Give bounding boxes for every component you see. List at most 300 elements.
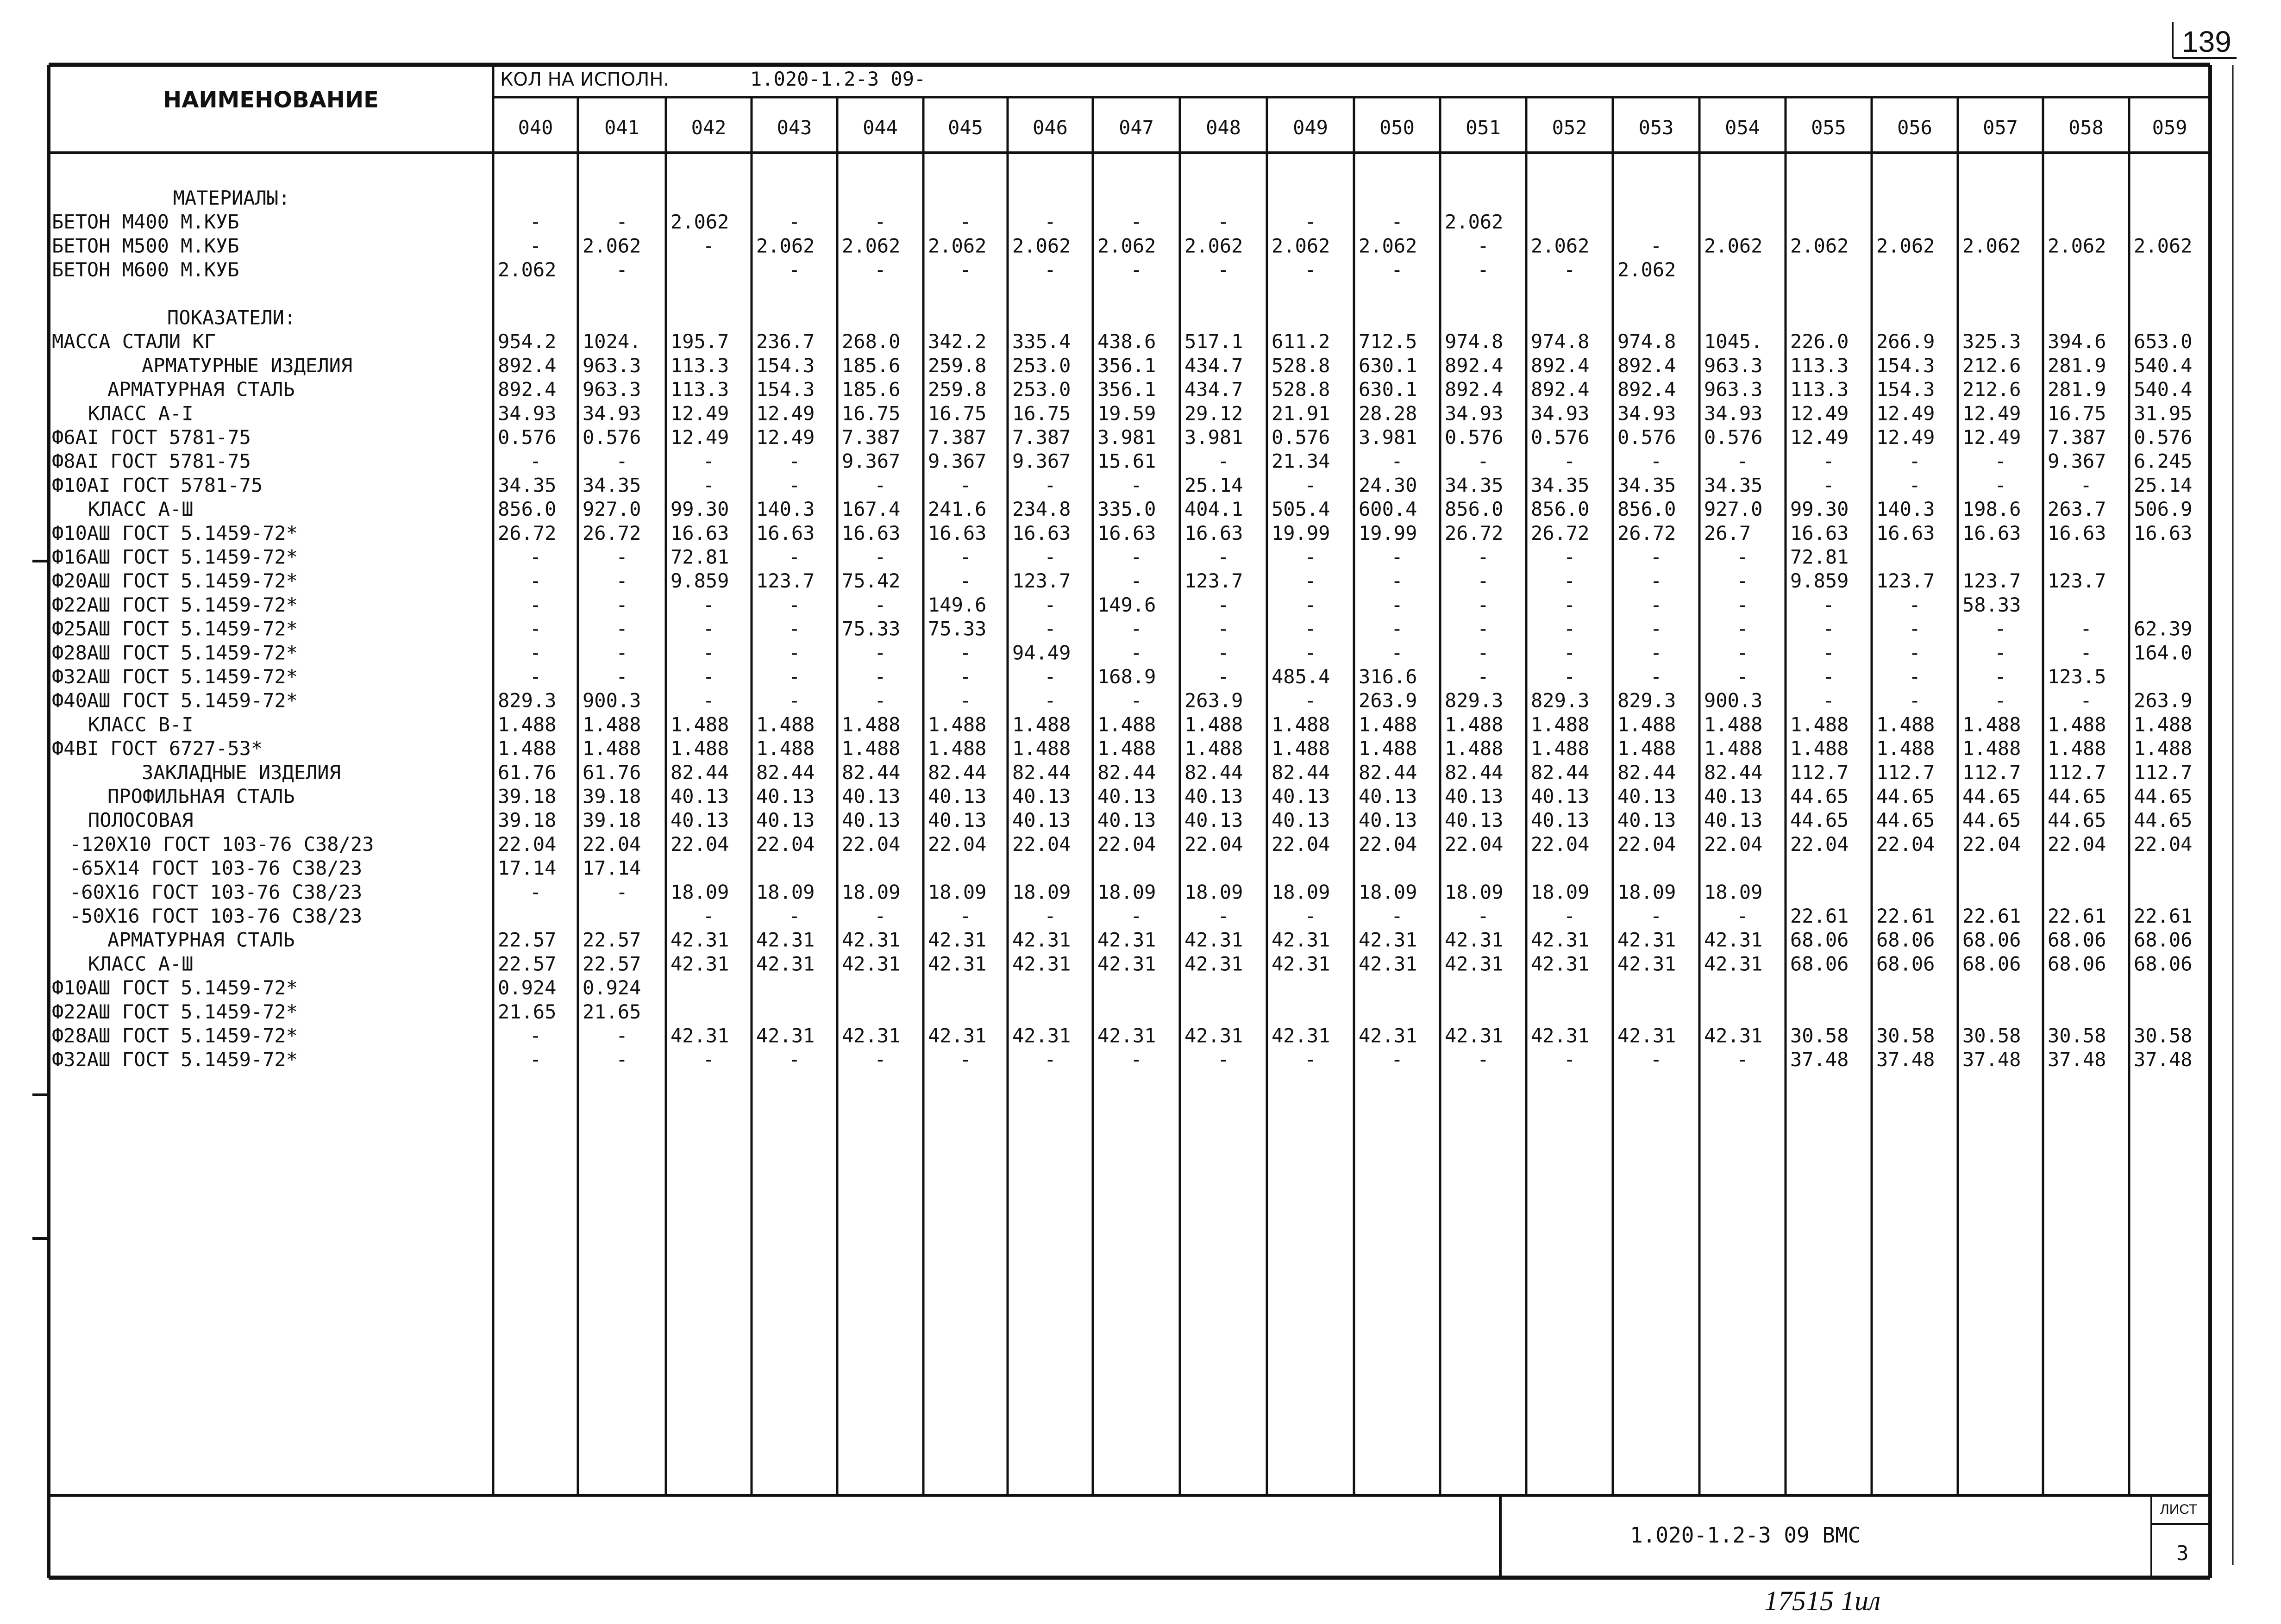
table-cell: 7.387 [2048, 426, 2106, 449]
table-cell: 22.04 [928, 832, 987, 856]
table-cell: - [1217, 665, 1229, 688]
table-cell: 99.30 [671, 498, 729, 521]
table-cell: 154.3 [1876, 354, 1935, 377]
table-cell: 42.31 [1272, 952, 1330, 975]
table-cell: 900.3 [1704, 689, 1763, 712]
table-cell: 39.18 [498, 809, 557, 832]
table-cell: - [874, 210, 886, 233]
table-cell: 3.981 [1359, 426, 1417, 449]
table-cell: - [1217, 545, 1229, 568]
table-cell: - [959, 210, 971, 233]
table-cell: - [702, 593, 715, 616]
table-cell: - [874, 258, 886, 281]
column-number-045: 045 [948, 116, 983, 139]
table-cell: - [529, 641, 542, 664]
table-cell: - [1217, 905, 1229, 927]
table-cell: 856.0 [498, 498, 557, 521]
table-cell: - [529, 881, 542, 904]
table-cell: - [529, 234, 542, 257]
table-cell: 2.062 [2134, 234, 2193, 257]
table-cell: - [959, 641, 971, 664]
column-number-055: 055 [1811, 116, 1846, 139]
table-cell: - [1217, 641, 1229, 664]
table-cell: 82.44 [756, 761, 815, 784]
table-cell: 22.04 [756, 832, 815, 856]
table-cell: 34.93 [1531, 402, 1590, 425]
table-cell: 892.4 [1445, 354, 1504, 377]
table-cell: 34.35 [1531, 474, 1590, 497]
row-label: БЕТОН М600 М.КУБ [52, 258, 239, 281]
column-number-051: 051 [1466, 116, 1501, 139]
table-cell: 16.63 [1962, 521, 2021, 544]
table-cell: 22.04 [1790, 832, 1849, 856]
table-cell: 40.13 [671, 809, 729, 832]
table-cell: 30.58 [2134, 1024, 2193, 1047]
table-cell: 26.72 [498, 521, 557, 544]
table-cell: - [959, 545, 971, 568]
table-cell: 18.09 [1359, 881, 1417, 904]
table-cell: 42.31 [1359, 952, 1417, 975]
table-cell: - [788, 450, 801, 473]
table-cell: 40.13 [1445, 809, 1504, 832]
table-cell: 1.488 [1445, 713, 1504, 736]
table-cell: - [529, 617, 542, 640]
table-cell: - [1736, 593, 1748, 616]
table-cell: - [1304, 258, 1316, 281]
row-label: Ф22АШ ГОСТ 5.1459-72* [52, 593, 298, 616]
table-cell: - [529, 450, 542, 473]
table-cell: - [1044, 545, 1056, 568]
table-cell: 18.09 [1531, 881, 1590, 904]
page-number-box [2173, 22, 2237, 58]
table-cell: 0.576 [498, 426, 557, 449]
table-cell: - [1823, 593, 1835, 616]
table-cell: 2.062 [756, 234, 815, 257]
table-cell: 113.3 [1790, 354, 1849, 377]
table-cell: 44.65 [2048, 809, 2106, 832]
table-cell: - [1477, 569, 1489, 593]
table-cell: 39.18 [498, 785, 557, 808]
table-cell: 12.49 [671, 402, 729, 425]
table-cell: 75.33 [928, 617, 987, 640]
table-cell: - [1217, 210, 1229, 233]
table-cell: - [702, 665, 715, 688]
table-cell: 34.93 [498, 402, 557, 425]
table-cell: 15.61 [1097, 450, 1156, 473]
table-cell: - [788, 210, 801, 233]
table-cell: 16.63 [756, 521, 815, 544]
table-cell: - [1477, 234, 1489, 257]
table-cell: 37.48 [2048, 1048, 2106, 1071]
table-cell: - [1304, 474, 1316, 497]
table-cell: 44.65 [1876, 809, 1935, 832]
table-cell: 42.31 [1012, 1024, 1071, 1047]
table-cell: - [1304, 545, 1316, 568]
table-cell: 26.72 [1531, 521, 1590, 544]
table-cell: 263.7 [2048, 498, 2106, 521]
table-cell: 16.63 [671, 521, 729, 544]
table-cell: - [1650, 569, 1662, 593]
table-cell: 394.6 [2048, 330, 2106, 353]
table-cell: 40.13 [1617, 785, 1676, 808]
table-cell: 68.06 [1790, 952, 1849, 975]
table-cell: 2.062 [1704, 234, 1763, 257]
table-cell: 263.9 [1359, 689, 1417, 712]
table-cell: - [1736, 1048, 1748, 1071]
table-cell: 892.4 [1617, 378, 1676, 401]
table-cell: 3.981 [1184, 426, 1243, 449]
table-cell: - [1477, 665, 1489, 688]
table-cell: - [1391, 450, 1403, 473]
table-cell: 1.488 [583, 713, 641, 736]
table-cell: 17.14 [583, 856, 641, 880]
row-label: ЗАКЛАДНЫЕ ИЗДЕЛИЯ [142, 761, 341, 784]
row-label: Ф10АШ ГОСТ 5.1459-72* [52, 976, 298, 999]
table-cell: - [1563, 665, 1576, 688]
table-cell: - [616, 665, 628, 688]
table-cell: 40.13 [1272, 809, 1330, 832]
table-cell: - [1130, 258, 1142, 281]
table-cell: 44.65 [1962, 809, 2021, 832]
document-code: 1.020-1.2-3 09 ВМС [1630, 1523, 1861, 1548]
table-cell: 16.63 [2048, 521, 2106, 544]
table-cell: - [702, 689, 715, 712]
table-cell: - [1823, 450, 1835, 473]
row-label: МАТЕРИАЛЫ: [173, 187, 290, 209]
table-cell: 954.2 [498, 330, 557, 353]
table-cell: 1.488 [1272, 713, 1330, 736]
table-cell: - [616, 258, 628, 281]
table-cell: 28.28 [1359, 402, 1417, 425]
table-cell: 528.8 [1272, 354, 1330, 377]
table-cell: 185.6 [842, 354, 901, 377]
table-cell: 113.3 [671, 378, 729, 401]
column-number-043: 043 [777, 116, 812, 139]
table-cell: - [529, 545, 542, 568]
table-cell: 12.49 [1876, 426, 1935, 449]
table-cell: - [788, 905, 801, 927]
table-cell: 16.63 [1790, 521, 1849, 544]
table-cell: 356.1 [1097, 378, 1156, 401]
table-cell: - [702, 641, 715, 664]
table-cell: 0.576 [1445, 426, 1504, 449]
table-cell: 12.49 [1962, 426, 2021, 449]
table-cell: 42.31 [1445, 928, 1504, 951]
table-cell: 528.8 [1272, 378, 1330, 401]
table-cell: 16.75 [2048, 402, 2106, 425]
table-cell: - [1823, 665, 1835, 688]
row-label: Ф40АШ ГОСТ 5.1459-72* [52, 689, 298, 712]
table-cell: - [874, 665, 886, 688]
table-cell: - [1217, 593, 1229, 616]
table-cell: 892.4 [1531, 378, 1590, 401]
table-cell: - [1044, 689, 1056, 712]
table-cell: 18.09 [1012, 881, 1071, 904]
table-cell: 18.09 [1184, 881, 1243, 904]
table-cell: - [1736, 545, 1748, 568]
row-label: ПОКАЗАТЕЛИ: [167, 306, 296, 329]
table-cell: 72.81 [671, 545, 729, 568]
row-label: КЛАСС А-Ш [88, 952, 194, 975]
table-cell: 154.3 [756, 354, 815, 377]
table-cell: 22.04 [1272, 832, 1330, 856]
table-cell: 149.6 [1097, 593, 1156, 616]
table-cell: 82.44 [1272, 761, 1330, 784]
table-cell: - [1130, 569, 1142, 593]
handwritten-note: 17515 1ил [1764, 1586, 1881, 1616]
table-cell: - [616, 450, 628, 473]
table-cell: 653.0 [2134, 330, 2193, 353]
table-cell: 0.576 [1531, 426, 1590, 449]
table-cell: 113.3 [1790, 378, 1849, 401]
table-cell: 37.48 [1790, 1048, 1849, 1071]
table-cell: 168.9 [1097, 665, 1156, 688]
table-cell: 22.04 [1876, 832, 1935, 856]
table-cell: - [1650, 593, 1662, 616]
table-cell: 7.387 [842, 426, 901, 449]
table-cell: - [1736, 641, 1748, 664]
table-cell: - [1994, 665, 2006, 688]
table-cell: 22.61 [2048, 905, 2106, 927]
table-cell: 892.4 [1531, 354, 1590, 377]
table-cell: 42.31 [671, 928, 729, 951]
table-cell: - [616, 569, 628, 593]
table-cell: - [959, 569, 971, 593]
table-cell: 25.14 [1184, 474, 1243, 497]
table-cell: - [874, 1048, 886, 1071]
table-cell: 17.14 [498, 856, 557, 880]
table-cell: 42.31 [1445, 952, 1504, 975]
table-cell: 9.367 [2048, 450, 2106, 473]
table-cell: 505.4 [1272, 498, 1330, 521]
table-cell: 40.13 [756, 809, 815, 832]
column-number-040: 040 [518, 116, 553, 139]
table-cell: 112.7 [1962, 761, 2021, 784]
row-label: АРМАТУРНАЯ СТАЛЬ [107, 928, 295, 951]
table-cell: - [874, 689, 886, 712]
table-cell: 40.13 [756, 785, 815, 808]
row-label: КЛАСС А-I [88, 402, 194, 425]
table-cell: 266.9 [1876, 330, 1935, 353]
table-cell: 7.387 [928, 426, 987, 449]
table-cell: 82.44 [1097, 761, 1156, 784]
table-cell: 22.61 [1962, 905, 2021, 927]
table-cell: 167.4 [842, 498, 901, 521]
table-cell: 44.65 [2134, 809, 2193, 832]
table-cell: 19.99 [1272, 521, 1330, 544]
table-cell: 253.0 [1012, 354, 1071, 377]
table-cell: - [1044, 617, 1056, 640]
table-cell: 438.6 [1097, 330, 1156, 353]
table-cell: 34.35 [583, 474, 641, 497]
table-cell: 42.31 [842, 928, 901, 951]
table-cell: 0.576 [1272, 426, 1330, 449]
table-cell: 40.13 [1531, 785, 1590, 808]
table-cell: 34.35 [1704, 474, 1763, 497]
table-cell: 42.31 [671, 952, 729, 975]
table-cell: 40.13 [842, 785, 901, 808]
table-cell: 927.0 [1704, 498, 1763, 521]
table-cell: 44.65 [1876, 785, 1935, 808]
table-cell: - [1650, 1048, 1662, 1071]
table-cell: 154.3 [1876, 378, 1935, 401]
table-cell: - [1304, 617, 1316, 640]
column-number-labels [518, 116, 2187, 139]
table-cell: - [702, 1048, 715, 1071]
table-cell: - [1994, 641, 2006, 664]
table-cell: 40.13 [1531, 809, 1590, 832]
table-cell: - [1563, 1048, 1576, 1071]
table-cell: - [1044, 210, 1056, 233]
name-column-header: НАИМЕНОВАНИЕ [163, 87, 379, 113]
table-cell: - [788, 593, 801, 616]
column-number-052: 052 [1552, 116, 1587, 139]
table-cell: 1.488 [1272, 737, 1330, 760]
table-cell: 37.48 [1962, 1048, 2021, 1071]
table-cell: - [1994, 689, 2006, 712]
table-cell: - [1130, 474, 1142, 497]
margin-ticks [32, 561, 49, 1238]
table-cell: 434.7 [1184, 354, 1243, 377]
table-cell: 31.95 [2134, 402, 2193, 425]
table-cell: 21.34 [1272, 450, 1330, 473]
table-cell: 540.4 [2134, 378, 2193, 401]
table-cell: - [788, 665, 801, 688]
table-cell: - [959, 258, 971, 281]
table-cell: 22.57 [498, 928, 557, 951]
row-label: Ф16АШ ГОСТ 5.1459-72* [52, 545, 298, 568]
table-cell: 2.062 [1531, 234, 1590, 257]
row-label: Ф8АI ГОСТ 5781-75 [52, 450, 251, 473]
table-cell: 22.04 [1097, 832, 1156, 856]
table-cell: 856.0 [1531, 498, 1590, 521]
table-cell: 30.58 [1790, 1024, 1849, 1047]
table-cell: 263.9 [1184, 689, 1243, 712]
column-number-053: 053 [1638, 116, 1674, 139]
table-cell: - [1304, 689, 1316, 712]
table-cell: - [1650, 665, 1662, 688]
table-cell: 22.04 [671, 832, 729, 856]
row-label: -60Х16 ГОСТ 103-76 С38/23 [69, 881, 363, 904]
kol-na-ispoln-label: КОЛ НА ИСПОЛН. [500, 69, 670, 90]
table-cell: 82.44 [1359, 761, 1417, 784]
table-cell: 16.75 [1012, 402, 1071, 425]
table-cell: - [616, 881, 628, 904]
table-cell: - [1994, 474, 2006, 497]
table-cell: - [702, 234, 715, 257]
row-label: Ф32АШ ГОСТ 5.1459-72* [52, 1048, 298, 1071]
table-cell: 342.2 [928, 330, 987, 353]
table-cell: - [1823, 641, 1835, 664]
table-cell: 927.0 [583, 498, 641, 521]
table-cell: 1.488 [583, 737, 641, 760]
table-cell: 236.7 [756, 330, 815, 353]
table-cell: 42.31 [1531, 952, 1590, 975]
table-cell: 1.488 [756, 713, 815, 736]
table-cell: 12.49 [756, 402, 815, 425]
column-number-057: 057 [1983, 116, 2018, 139]
table-cell: 1.488 [2134, 713, 2193, 736]
table-cell: 2.062 [928, 234, 987, 257]
table-cell: - [1130, 210, 1142, 233]
table-cell: 123.7 [1012, 569, 1071, 593]
table-cell: 1.488 [842, 713, 901, 736]
table-cell: - [959, 1048, 971, 1071]
table-cell: 335.4 [1012, 330, 1071, 353]
table-cell: - [1044, 593, 1056, 616]
table-cell: 829.3 [1531, 689, 1590, 712]
table-cell: 149.6 [928, 593, 987, 616]
table-cell: 540.4 [2134, 354, 2193, 377]
table-cell: - [1130, 689, 1142, 712]
table-cell: 22.61 [1876, 905, 1935, 927]
table-cell: - [1736, 450, 1748, 473]
table-cell: 892.4 [498, 378, 557, 401]
table-cell: 1.488 [1184, 713, 1243, 736]
table-cell: 2.062 [842, 234, 901, 257]
table-cell: 18.09 [1617, 881, 1676, 904]
table-cell: 44.65 [1790, 785, 1849, 808]
table-cell: 42.31 [1704, 952, 1763, 975]
table-cell: 0.576 [1704, 426, 1763, 449]
table-cell: 1.488 [671, 713, 729, 736]
table-cell: - [788, 258, 801, 281]
table-cell: 42.31 [1617, 952, 1676, 975]
table-cell: 42.31 [1531, 928, 1590, 951]
table-cell: - [616, 545, 628, 568]
column-number-049: 049 [1293, 116, 1328, 139]
table-cell: - [1304, 593, 1316, 616]
table-cell: - [1391, 1048, 1403, 1071]
column-number-047: 047 [1119, 116, 1154, 139]
table-cell: - [1909, 617, 1921, 640]
table-cell: 22.61 [2134, 905, 2193, 927]
table-cell: - [1044, 905, 1056, 927]
table-cell: 1.488 [1790, 737, 1849, 760]
table-cell: 316.6 [1359, 665, 1417, 688]
table-cell: 1.488 [1012, 737, 1071, 760]
table-cell: 198.6 [1962, 498, 2021, 521]
table-cell: - [788, 545, 801, 568]
table-cell: 44.65 [1962, 785, 2021, 808]
table-cell: - [1044, 1048, 1056, 1071]
table-cell: 1.488 [1704, 713, 1763, 736]
table-cell: - [1391, 545, 1403, 568]
table-cell: 42.31 [1617, 1024, 1676, 1047]
table-cell: 42.31 [1184, 1024, 1243, 1047]
table-cell: 1.488 [928, 737, 987, 760]
table-cell: 1.488 [1531, 737, 1590, 760]
table-cell: - [1217, 258, 1229, 281]
table-cell: 506.9 [2134, 498, 2193, 521]
table-cell: - [1909, 689, 1921, 712]
table-cell: 1.488 [498, 737, 557, 760]
table-cell: 42.31 [842, 1024, 901, 1047]
table-cell: 112.7 [1790, 761, 1849, 784]
row-label: Ф10АШ ГОСТ 5.1459-72* [52, 521, 298, 544]
table-cell: 39.18 [583, 785, 641, 808]
table-cell: 963.3 [583, 354, 641, 377]
table-cell: 40.13 [1359, 809, 1417, 832]
table-cell: 58.33 [1962, 593, 2021, 616]
table-cell: 1.488 [1790, 713, 1849, 736]
table-cell: 1.488 [1184, 737, 1243, 760]
table-cell: 123.7 [1876, 569, 1935, 593]
table-cell: 195.7 [671, 330, 729, 353]
table-cell: 34.35 [498, 474, 557, 497]
table-cell: 42.31 [928, 952, 987, 975]
table-cell: - [1994, 617, 2006, 640]
